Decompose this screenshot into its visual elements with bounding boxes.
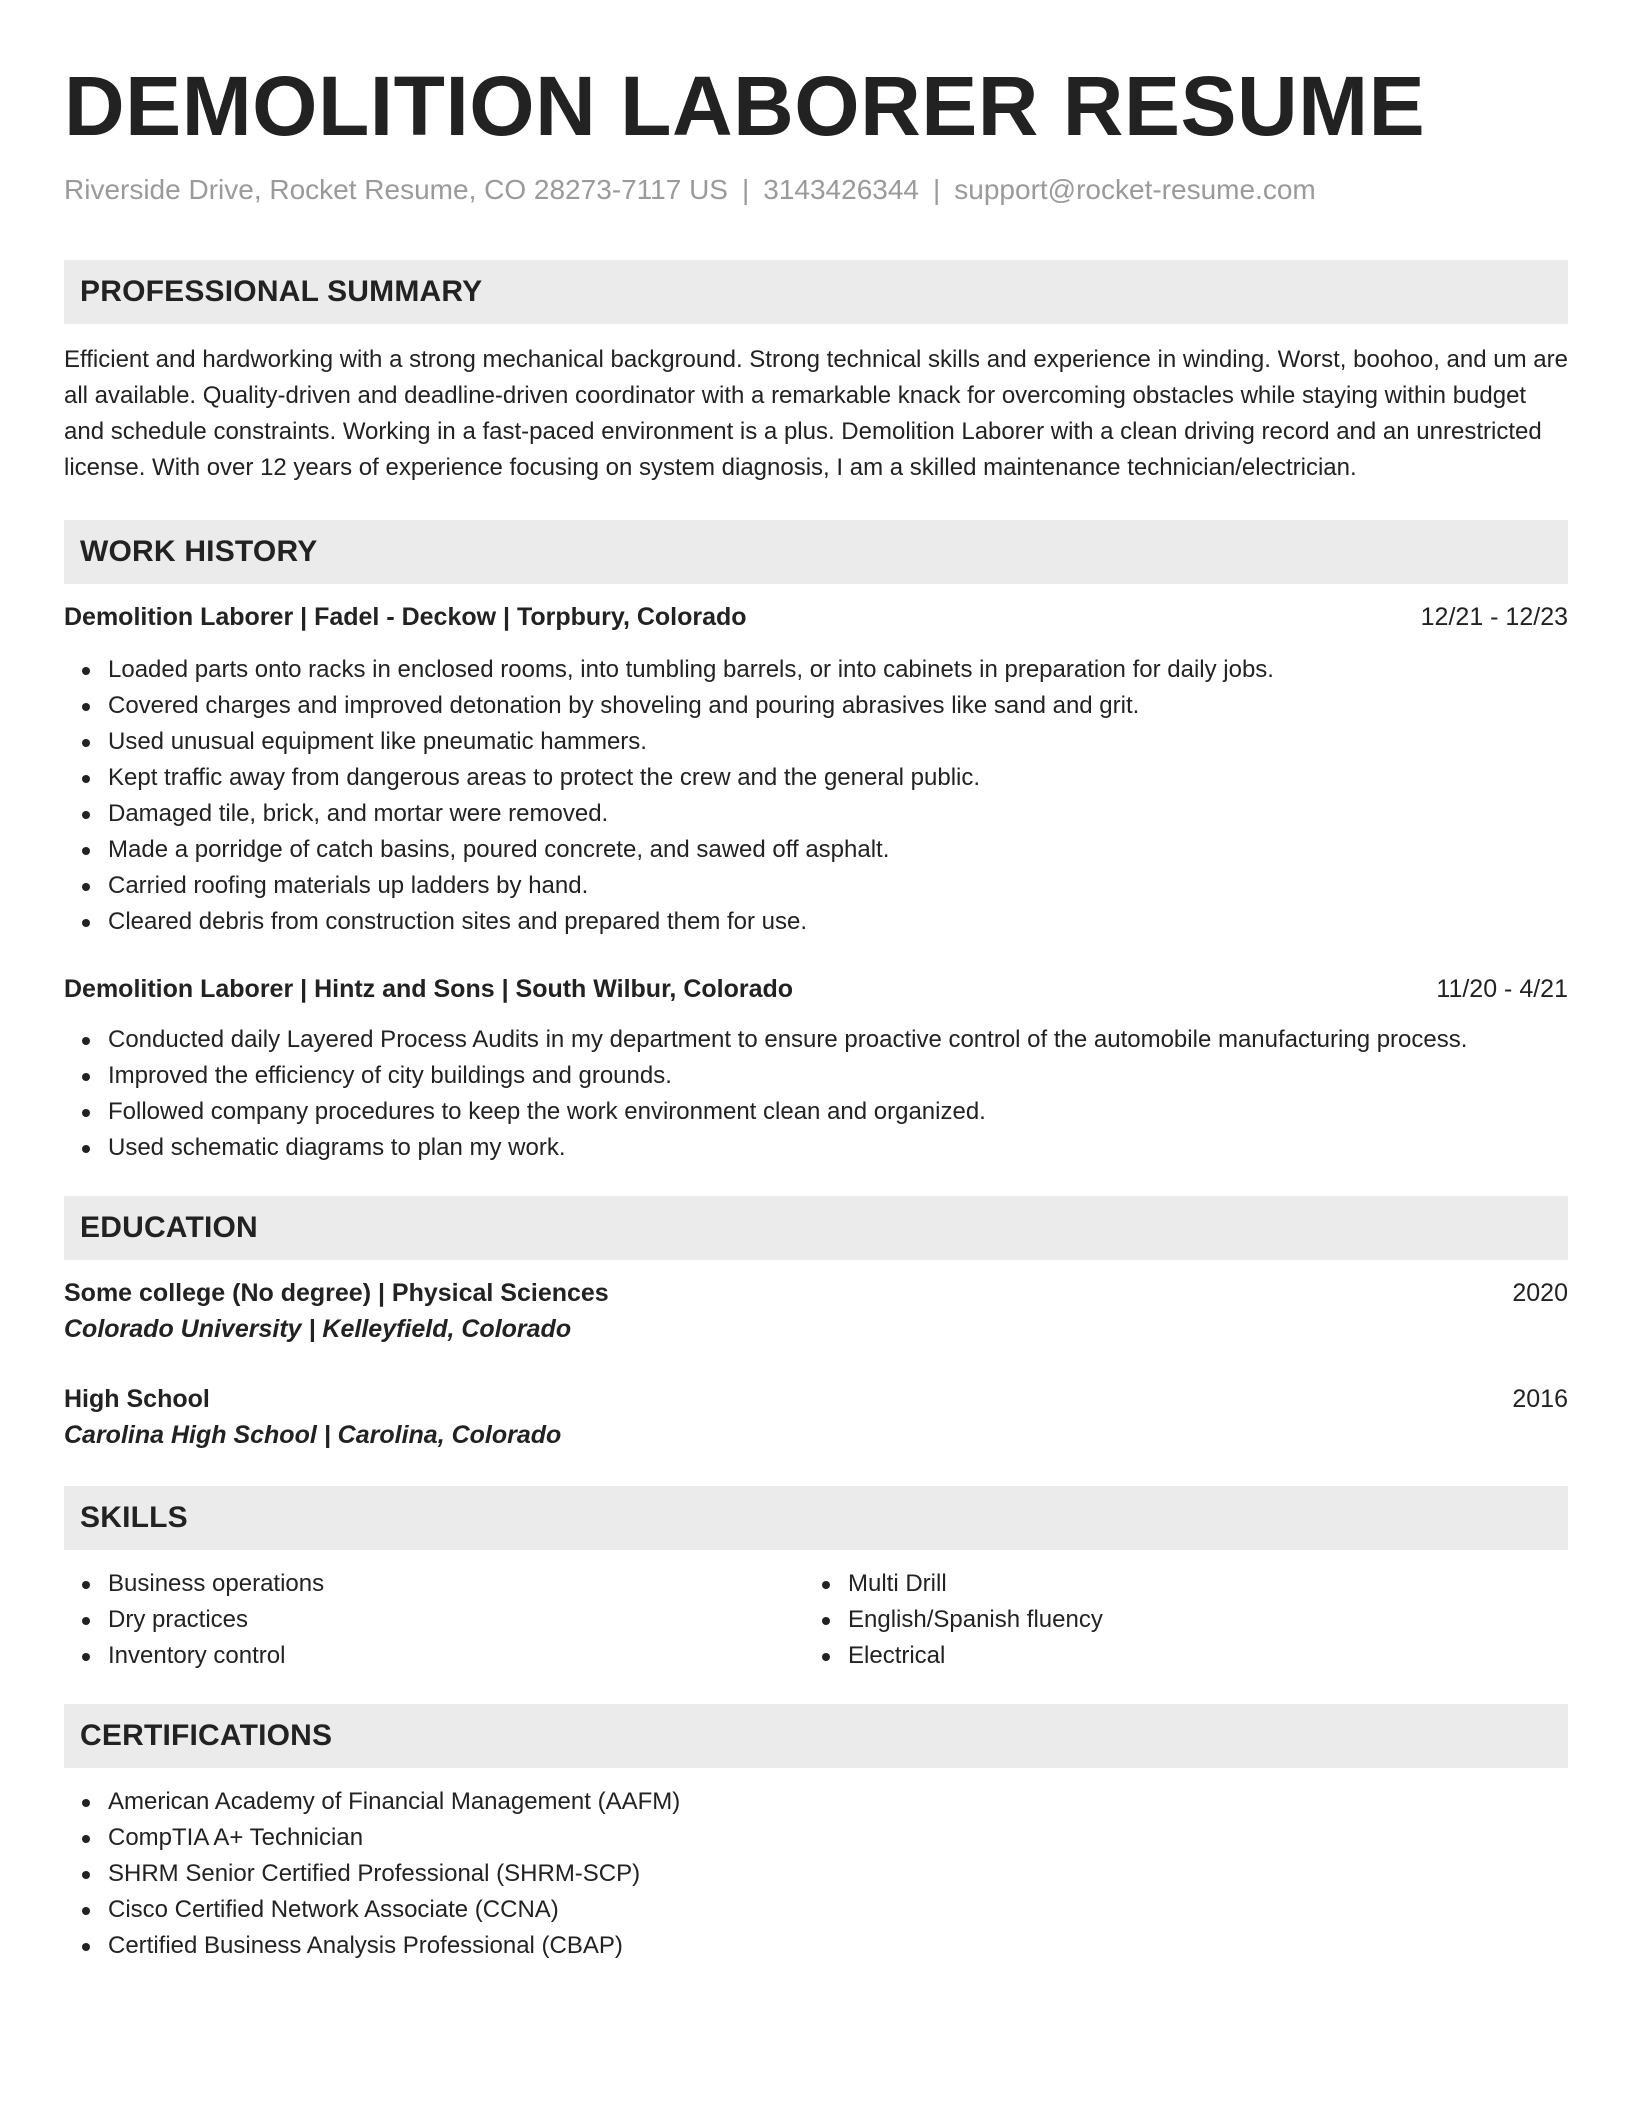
skill-item: Multi Drill	[804, 1566, 1544, 1602]
contact-separator: |	[933, 174, 941, 205]
contact-phone: 3143426344	[763, 174, 919, 205]
job-bullet: Cleared debris from construction sites and prepared them for use.	[64, 904, 1568, 940]
education-title: Some college (No degree) | Physical Sciences	[64, 1279, 609, 1307]
job-bullet: Loaded parts onto racks in enclosed rooms, into tumbling barrels, or into cabinets in preparation for daily jobs.	[64, 652, 1568, 688]
section-header-work-history: WORK HISTORY	[64, 520, 1568, 584]
job-header	[64, 600, 1568, 634]
job-bullet: Damaged tile, brick, and mortar were removed.	[64, 796, 1568, 832]
job-title: Demolition Laborer | Hintz and Sons | South Wilbur, Colorado	[64, 975, 794, 1003]
certification-item: American Academy of Financial Management (AAFM)	[64, 1784, 1568, 1820]
education-title: High School	[64, 1385, 210, 1413]
contact-address: Riverside Drive, Rocket Resume, CO 28273-7117 US	[64, 174, 728, 205]
section-header-education: EDUCATION	[64, 1196, 1568, 1260]
job-bullet: Improved the efficiency of city buildings and grounds.	[64, 1058, 1568, 1094]
skills-column-left	[64, 1566, 804, 1674]
job-bullets	[64, 1022, 1568, 1166]
contact-email: support@rocket-resume.com	[954, 174, 1316, 205]
education-entry	[64, 1382, 1568, 1454]
education-header	[64, 1382, 1568, 1416]
summary-text: Efficient and hardworking with a strong mechanical background. Strong technical skills and experience in winding. Worst, boohoo, and um are all available. Quality-driven and deadline-driven coordinator with a remarkable knack for overcoming obstacles while staying within budget and schedule constraints. Working in a fast-paced environment is a plus. Demolition Laborer with a clean driving record and an unrestricted license. With over 12 years of experience focusing on system diagnosis, I am a skilled maintenance technician/electrician.	[64, 346, 1568, 481]
job-entry	[64, 600, 1568, 940]
job-bullet: Covered charges and improved detonation by shoveling and pouring abrasives like sand and grit.	[64, 688, 1568, 724]
resume-title: DEMOLITION LABORER RESUME	[64, 59, 1426, 153]
contact-line	[64, 172, 1568, 208]
education-school: Carolina High School | Carolina, Colorado	[64, 1421, 562, 1449]
job-dates: 11/20 - 4/21	[1436, 975, 1568, 1003]
job-bullet: Followed company procedures to keep the work environment clean and organized.	[64, 1094, 1568, 1130]
skill-item: Dry practices	[64, 1602, 804, 1638]
job-bullet: Carried roofing materials up ladders by hand.	[64, 868, 1568, 904]
skills-column-right	[804, 1566, 1544, 1674]
job-bullets	[64, 652, 1568, 940]
job-bullet: Used schematic diagrams to plan my work.	[64, 1130, 1568, 1166]
contact-separator: |	[741, 174, 750, 205]
job-bullet: Kept traffic away from dangerous areas to protect the crew and the general public.	[64, 760, 1568, 796]
skill-item: English/Spanish fluency	[804, 1602, 1544, 1638]
section-header-skills: SKILLS	[64, 1486, 1568, 1550]
certification-item: Cisco Certified Network Associate (CCNA)	[64, 1892, 1568, 1928]
education-year: 2020	[1512, 1279, 1568, 1307]
education-entry	[64, 1276, 1568, 1348]
certification-item: CompTIA A+ Technician	[64, 1820, 1568, 1856]
job-bullet: Made a porridge of catch basins, poured concrete, and sawed off asphalt.	[64, 832, 1568, 868]
job-dates: 12/21 - 12/23	[1420, 603, 1568, 631]
job-bullet: Conducted daily Layered Process Audits in my department to ensure proactive control of the automobile manufacturing process.	[64, 1022, 1568, 1058]
certifications-list	[64, 1784, 1568, 1964]
section-header-certifications: CERTIFICATIONS	[64, 1704, 1568, 1768]
job-bullet: Used unusual equipment like pneumatic hammers.	[64, 724, 1568, 760]
education-school: Colorado University | Kelleyfield, Colorado	[64, 1315, 572, 1343]
certification-item: SHRM Senior Certified Professional (SHRM-SCP)	[64, 1856, 1568, 1892]
job-header	[64, 972, 1568, 1006]
section-header-summary: PROFESSIONAL SUMMARY	[64, 260, 1568, 324]
job-title: Demolition Laborer | Fadel - Deckow | Torpbury, Colorado	[64, 603, 747, 631]
skill-item: Business operations	[64, 1566, 804, 1602]
education-header	[64, 1276, 1568, 1310]
certification-item: Certified Business Analysis Professional (CBAP)	[64, 1928, 1568, 1964]
skills-grid	[64, 1566, 1568, 1674]
education-year: 2016	[1512, 1385, 1568, 1413]
skill-item: Inventory control	[64, 1638, 804, 1674]
skill-item: Electrical	[804, 1638, 1544, 1674]
job-entry	[64, 972, 1568, 1166]
